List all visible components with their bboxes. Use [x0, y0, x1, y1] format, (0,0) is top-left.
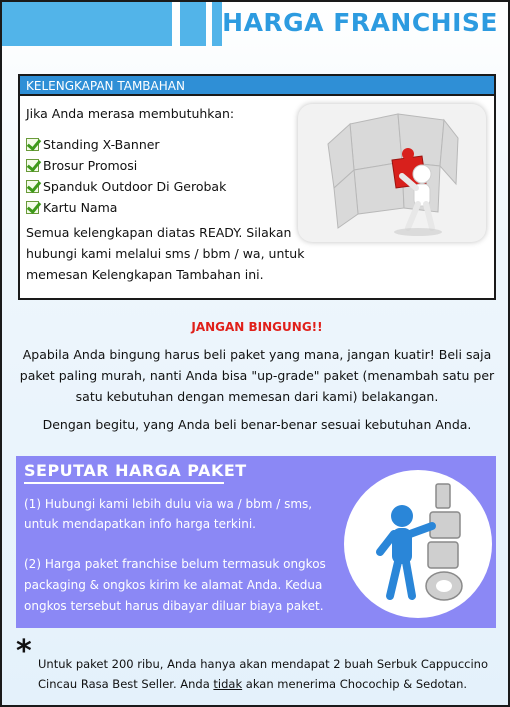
list-item: Spanduk Outdoor Di Gerobak	[26, 176, 226, 197]
summary-paragraph: Dengan begitu, yang Anda beli benar-benar sesuai kebutuhan Anda.	[42, 417, 472, 432]
kelengkapan-intro: Jika Anda merasa membutuhkan:	[26, 106, 235, 121]
kelengkapan-list	[26, 134, 226, 218]
checkmark-icon	[26, 138, 39, 151]
checkmark-icon	[26, 201, 39, 214]
page-title: HARGA FRANCHISE	[222, 8, 498, 37]
list-item: Standing X-Banner	[26, 134, 226, 155]
info-figure-icon	[344, 470, 492, 618]
warning-heading: JANGAN BINGUNG!!	[191, 320, 323, 334]
header-stripe-wide	[2, 2, 172, 46]
seputar-title: SEPUTAR HARGA PAKET	[24, 461, 247, 480]
upgrade-paragraph: Apabila Anda bingung harus beli paket yang mana, jangan kuatir! Beli saja paket paling murah, nanti Anda bisa "up-grade" paket (menambah satu per satu kebutuhan dengan memesan dari kami) belakangan.	[19, 347, 495, 404]
kelengkapan-heading: KELENGKAPAN TAMBAHAN	[20, 76, 494, 96]
seputar-point-1: (1) Hubungi kami lebih dulu via wa / bbm / sms, untuk mendapatkan info harga terkini.	[24, 497, 313, 531]
footnote-text: Untuk paket 200 ribu, Anda hanya akan mendapat 2 buah Serbuk Cappuccino Cincau Rasa Best Seller. Anda tidak akan menerima Chocochip & Sedotan.	[38, 657, 488, 691]
footnote-asterisk: *	[16, 634, 32, 669]
list-item: Brosur Promosi	[26, 155, 226, 176]
header-stripe-medium	[180, 2, 206, 46]
seputar-box	[16, 456, 496, 628]
kelengkapan-box	[18, 74, 496, 300]
title-underline	[24, 482, 224, 484]
header-stripe-narrow	[212, 2, 222, 46]
checkmark-icon	[26, 180, 39, 193]
kelengkapan-note: Semua kelengkapan diatas READY. Silakan hubungi kami melalui sms / bbm / wa, untuk memesan Kelengkapan Tambahan ini.	[26, 225, 305, 282]
checkmark-icon	[26, 159, 39, 172]
seputar-point-2: (2) Harga paket franchise belum termasuk ongkos packaging & ongkos kirim ke alamat Anda. Kedua ongkos tersebut harus dibayar diluar biaya paket.	[24, 557, 326, 613]
puzzle-figure-icon	[298, 104, 486, 242]
list-item: Kartu Nama	[26, 197, 226, 218]
footnote-emphasis: tidak	[213, 677, 243, 691]
